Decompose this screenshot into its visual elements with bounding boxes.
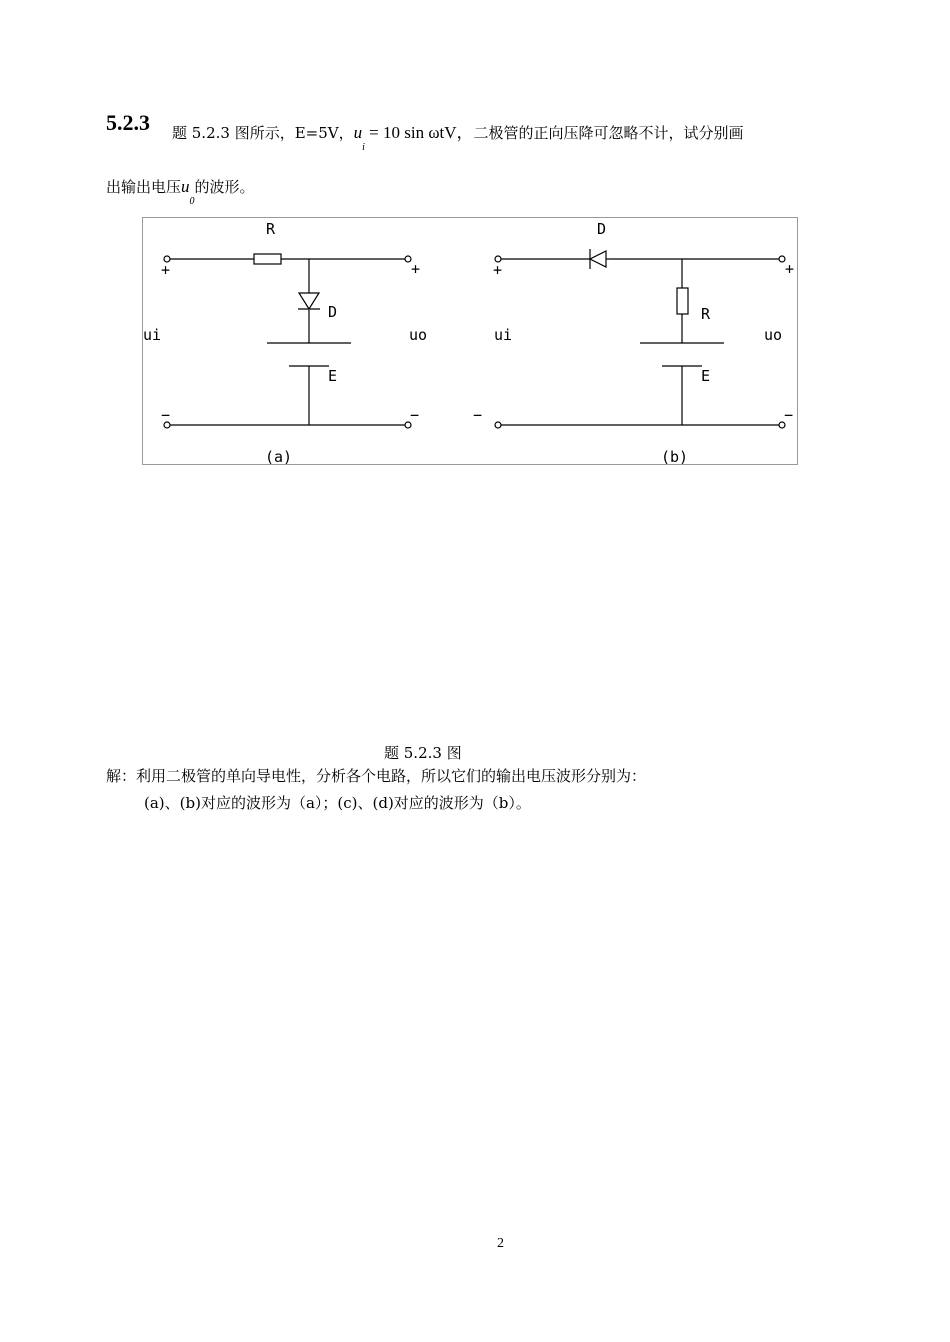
battery-a-icon xyxy=(267,343,351,366)
resistor-a-icon xyxy=(254,254,281,264)
circuit-b-diode-label: D xyxy=(597,220,607,238)
circuit-diagrams xyxy=(143,218,799,466)
problem-statement-line2 xyxy=(106,176,255,207)
terminals-b-icon xyxy=(495,256,785,428)
resistor-b-icon xyxy=(677,288,688,314)
circuit-b-resistor-label: R xyxy=(701,305,711,323)
terminals-a-icon xyxy=(164,256,411,428)
circuit-a-diode-label: D xyxy=(328,303,338,321)
circuit-b-input-minus: − xyxy=(473,406,483,424)
solution-text: 解：利用二极管的单向导电性，分析各个电路，所以它们的输出电压波形分别为： xyxy=(106,767,647,785)
circuit-b-output-minus: − xyxy=(784,406,794,424)
circuit-a-wiring xyxy=(170,259,405,425)
circuit-a-output-label: uo xyxy=(409,326,428,344)
u0-subscript: 0 xyxy=(189,196,195,207)
circuit-a-resistor-label: R xyxy=(266,220,276,238)
problem-text-end: 二极管的正向压降可忽略不计，试分别画 xyxy=(473,124,744,142)
problem-statement-line1 xyxy=(172,118,744,153)
solution-answer: (a)、(b)对应的波形为（a）；(c)、(d)对应的波形为（b）。 xyxy=(144,794,531,812)
ui-symbol: u xyxy=(353,123,363,142)
diode-a-icon xyxy=(298,288,320,309)
circuit-b-output-plus: + xyxy=(785,260,795,278)
circuit-figure xyxy=(142,217,798,465)
circuit-a-input-plus: + xyxy=(161,261,171,279)
input-equation: = 10 sin ωtV， xyxy=(364,123,474,142)
circuit-a-input-label: ui xyxy=(143,326,162,344)
circuit-b-output-label: uo xyxy=(764,326,783,344)
problem-text-start: 题 5.2.3 图所示，E=5V， xyxy=(172,124,354,142)
u0-symbol: u xyxy=(181,177,190,196)
figure-caption: 题 5.2.3 图 xyxy=(384,744,462,762)
circuit-a-input-minus: − xyxy=(161,406,171,424)
circuit-b-caption: (b) xyxy=(661,448,689,466)
circuit-b-battery-label: E xyxy=(701,367,711,385)
ui-subscript: i xyxy=(362,142,365,153)
problem-number: 5.2.3 xyxy=(106,110,150,135)
diode-b-icon xyxy=(590,249,610,269)
circuit-a-output-plus: + xyxy=(411,260,421,278)
line2-text-end: 的波形。 xyxy=(194,178,255,196)
circuit-a-caption: (a) xyxy=(265,448,293,466)
line2-text-start: 出输出电压 xyxy=(106,178,182,196)
circuit-b-input-label: ui xyxy=(494,326,513,344)
page-number: 2 xyxy=(497,1236,504,1251)
circuit-b-wiring xyxy=(501,259,779,425)
battery-b-icon xyxy=(640,343,724,366)
circuit-b-input-plus: + xyxy=(493,261,503,279)
circuit-a-output-minus: − xyxy=(410,406,420,424)
circuit-a-battery-label: E xyxy=(328,367,338,385)
